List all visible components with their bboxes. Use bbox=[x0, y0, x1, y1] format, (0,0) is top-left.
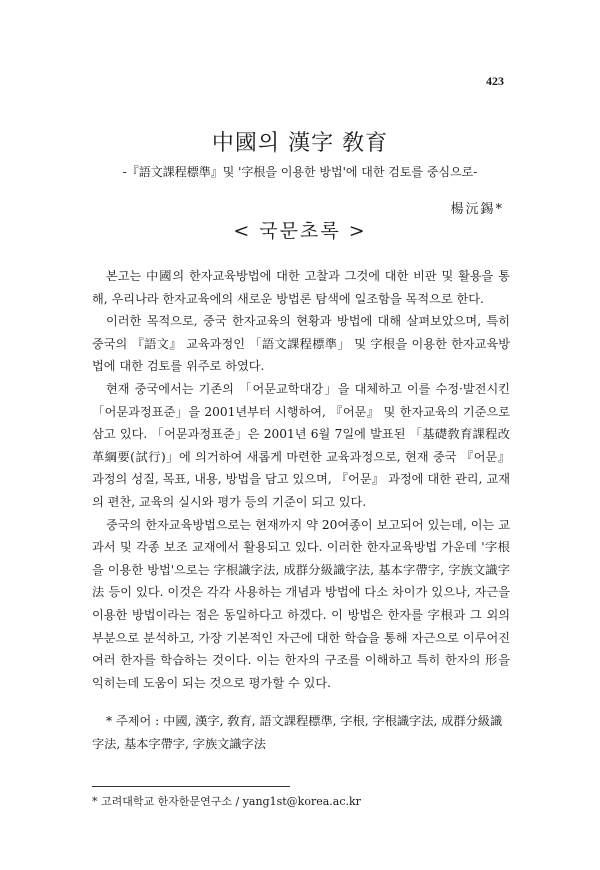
paper-title: 中國의 漢字 敎育 bbox=[211, 131, 389, 156]
abstract-paragraph: 중국의 한자교육방법으로는 현재까지 약 20여종이 보고되어 있는데, 이는 교과서 및 각종 보조 교재에서 활용되고 있다. 이러한 한자교육방법 가운데 '字根을 이용한 방법'으로는 字根識字法, 成群分級識字法, 基本字帶字, 字族文識字法 등이 있다. 이것은 각각 사용하는 개념과 방법에 다소 차이가 있으나, 자근을 이용한 방법이라는 점은 동일하다고 하겠다. 이 방법은 한자를 字根과 그 외의 부분으로 분석하고, 가장 기본적인 자근에 대한 학습을 통해 자근으로 이루어진 여러 한자를 학습하는 것이다. 이는 한자의 구조를 이해하고 특히 한자의 形을 익히는데 도움이 되는 것으로 평가할 수 있다. bbox=[92, 517, 510, 690]
keywords: * 주제어 : 中國, 漢字, 敎育, 語文課程標準, 字根, 字根識字法, 成群分級識字法, 基本字帶字, 字族文識字法 bbox=[92, 714, 503, 751]
page-number: 423 bbox=[486, 74, 504, 88]
abstract-body bbox=[92, 265, 510, 694]
abstract-paragraph: 현재 중국에서는 기존의 「어문교학대강」을 대체하고 이를 수정·발전시킨 「어문과정표준」을 2001년부터 시행하여, 『어문』 및 한자교육의 기준으로 삼고 있다. 「어문과정표준」은 2001년 6월 7일에 발표된 「基礎敎育課程改革綱要(試行)」에 의거하여 새롭게 마련한 교육과정으로, 현재 중국 『어문』 과정의 성질, 목표, 내용, 방법을 담고 있으며, 『어문』 과정에 대한 관리, 교재의 편찬, 교육의 실시와 평가 등의 기준이 되고 있다. bbox=[92, 381, 510, 509]
footnote-divider bbox=[92, 786, 290, 787]
author-name: 楊沅錫* bbox=[450, 202, 504, 217]
footnote: * 고려대학교 한자한문연구소 / yang1st@korea.ac.kr bbox=[92, 795, 361, 808]
abstract-paragraph: 이러한 목적으로, 중국 한자교육의 현황과 방법에 대해 살펴보았으며, 특히 중국의 『語文』 교육과정인 「語文課程標準」 및 字根을 이용한 한자교육방법에 대한 검토를 위주로 하였다. bbox=[92, 314, 510, 374]
paper-subtitle: -『語文課程標準』및 '字根을 이용한 방법'에 대한 검토를 중심으로- bbox=[122, 165, 478, 179]
abstract-paragraph: 본고는 中國의 한자교육방법에 대한 고찰과 그것에 대한 비판 및 활용을 통해, 우리나라 한자교육에의 새로운 방법론 탐색에 일조함을 목적으로 한다. bbox=[92, 269, 510, 306]
abstract-heading: < 국문초록 > bbox=[233, 220, 367, 242]
